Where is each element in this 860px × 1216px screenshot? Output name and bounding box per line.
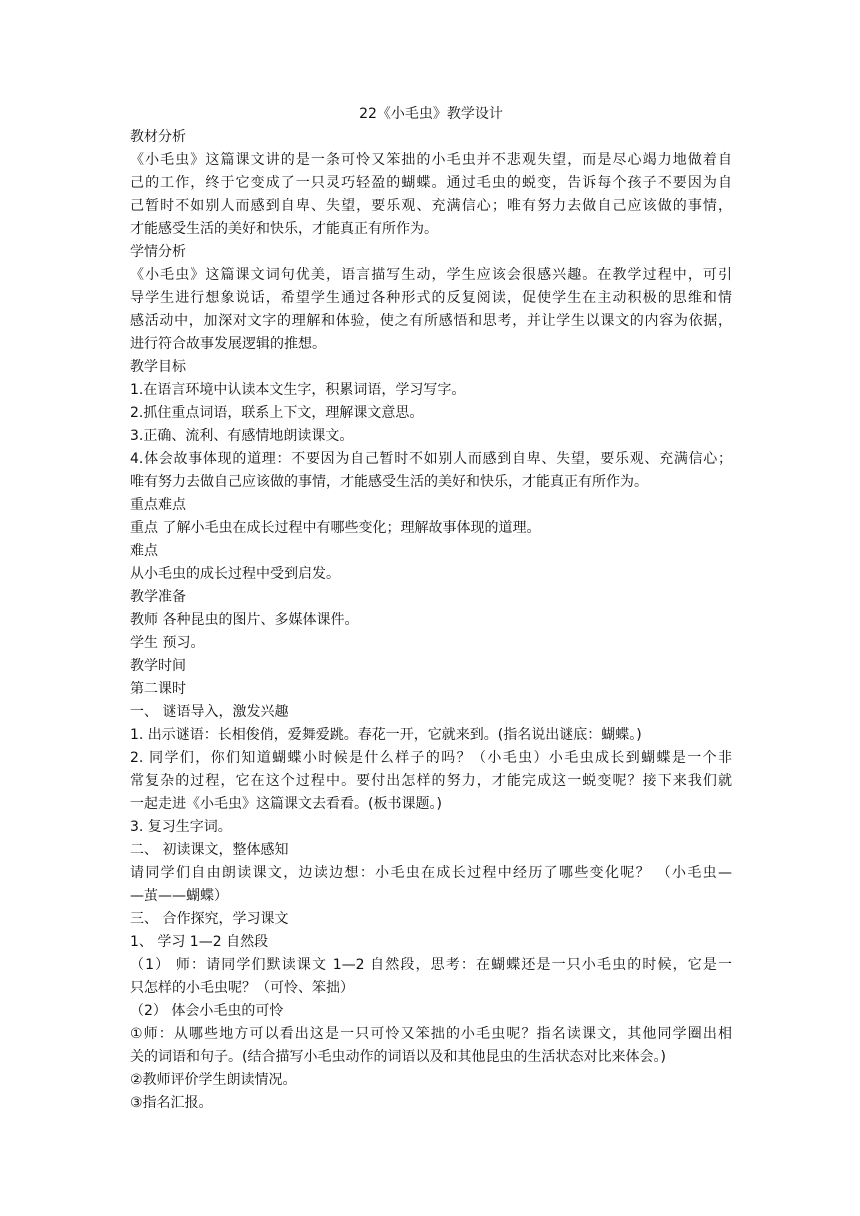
text-line: ②教师评价学生朗读情况。	[130, 1072, 297, 1088]
text-line: 请同学们自由朗读课文，边读边想：小毛虫在成长过程中经历了哪些变化呢？ （小毛虫—	[130, 865, 732, 881]
document-body	[130, 126, 732, 1115]
document-page	[130, 103, 732, 1115]
text-line: 1.在语言环境中认读本文生字，积累词语，学习写字。	[130, 382, 466, 398]
text-line: （1） 师：请同学们默读课文 1—2 自然段，思考：在蝴蝶还是一只小毛虫的时候，它是一	[130, 957, 732, 973]
text-line: 学生 预习。	[130, 635, 205, 651]
text-line: 教学时间	[130, 658, 186, 674]
text-line: 感活动中，加深对文字的理解和体验，使之有所感悟和思考，并让学生以课文的内容为依据，	[130, 313, 732, 329]
text-line: 教师 各种昆虫的图片、多媒体课件。	[130, 612, 359, 628]
text-line: 教学目标	[130, 359, 186, 375]
text-line: 1. 出示谜语：长相俊俏，爱舞爱跳。春花一开，它就来到。(指名说出谜底：蝴蝶。)	[130, 727, 642, 743]
text-line: 重点 了解小毛虫在成长过程中有哪些变化；理解故事体现的道理。	[130, 520, 541, 536]
text-line: 4.体会故事体现的道理：不要因为自己暂时不如别人而感到自卑、失望，要乐观、充满信心；	[130, 451, 732, 467]
document-title: 22《小毛虫》教学设计	[359, 106, 503, 122]
text-line: 教材分析	[130, 129, 186, 145]
text-line: 一起走进《小毛虫》这篇课文去看看。(板书课题。)	[130, 796, 442, 812]
text-line: ①师：从哪些地方可以看出这是一只可怜又笨拙的小毛虫呢？指名读课文，其他同学圈出相	[130, 1026, 732, 1042]
text-line: ③指名汇报。	[130, 1095, 213, 1111]
text-line: 关的词语和句子。(结合描写小毛虫动作的词语以及和其他昆虫的生活状态对比来体会。)	[130, 1049, 666, 1065]
text-line: 第二课时	[130, 681, 186, 697]
text-line: 才能感受生活的美好和快乐，才能真正有所作为。	[130, 221, 438, 237]
text-line: 从小毛虫的成长过程中受到启发。	[130, 566, 340, 582]
text-line: 三、 合作探究，学习课文	[130, 911, 289, 927]
text-line: 一、 谜语导入，激发兴趣	[130, 704, 289, 720]
text-line: 只怎样的小毛虫呢？（可怜、笨拙）	[130, 980, 354, 996]
text-line: 己的工作，终于它变成了一只灵巧轻盈的蝴蝶。通过毛虫的蜕变，告诉每个孩子不要因为自	[130, 175, 732, 191]
text-line: 进行符合故事发展逻辑的推想。	[130, 336, 326, 352]
text-line: —茧——蝴蝶）	[130, 888, 228, 904]
text-line: 重点难点	[130, 497, 186, 513]
text-line: 常复杂的过程，它在这个过程中。要付出怎样的努力，才能完成这一蜕变呢？接下来我们就	[130, 773, 732, 789]
text-line: 1、 学习 1—2 自然段	[130, 934, 269, 950]
text-line: 2.抓住重点词语，联系上下文，理解课文意思。	[130, 405, 424, 421]
text-line: 《小毛虫》这篇课文讲的是一条可怜又笨拙的小毛虫并不悲观失望，而是尽心竭力地做着自	[130, 152, 732, 168]
text-line: （2） 体会小毛虫的可怜	[130, 1003, 284, 1019]
text-line: 学情分析	[130, 244, 186, 260]
text-line: 《小毛虫》这篇课文词句优美，语言描写生动，学生应该会很感兴趣。在教学过程中，可引	[130, 267, 732, 283]
text-line: 唯有努力去做自己应该做的事情，才能感受生活的美好和快乐，才能真正有所作为。	[130, 474, 648, 490]
text-line: 3. 复习生字词。	[130, 819, 232, 835]
text-line: 难点	[130, 543, 158, 559]
text-line: 教学准备	[130, 589, 186, 605]
text-line: 导学生进行想象说话，希望学生通过各种形式的反复阅读，促使学生在主动积极的思维和情	[130, 290, 732, 306]
text-line: 二、 初读课文，整体感知	[130, 842, 289, 858]
text-line: 己暂时不如别人而感到自卑、失望，要乐观、充满信心；唯有努力去做自己应该做的事情，	[130, 198, 732, 214]
text-line: 3.正确、流利、有感情地朗读课文。	[130, 428, 354, 444]
text-line: 2. 同学们，你们知道蝴蝶小时候是什么样子的吗？（小毛虫）小毛虫成长到蝴蝶是一个非	[130, 750, 732, 766]
